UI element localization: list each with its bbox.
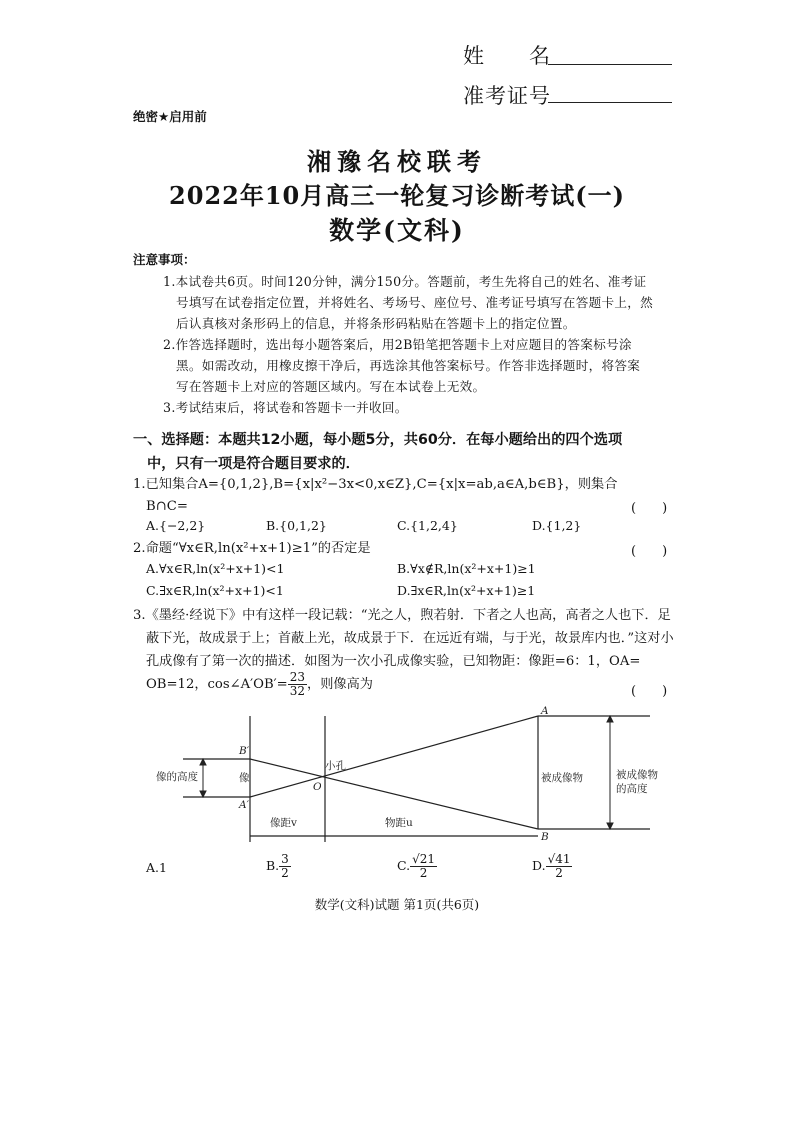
option-fraction [279, 853, 291, 880]
object-height-label: 被成像物 [616, 769, 658, 781]
image-height-label: 像的高度 [156, 771, 198, 783]
q1-stem: B∩C= [146, 499, 188, 514]
notice-line: 3.考试结束后，将试卷和答题卡一并收回。 [163, 400, 408, 415]
q3-stem-text: ，则像高为 [307, 677, 373, 692]
arrow-head [607, 823, 613, 829]
option-label: D. [532, 858, 546, 873]
q1-stem: 1.已知集合A={0,1,2},B={x|x²−3x<0,x∈Z},C={x|x=ab,a∈A,b∈B}，则集合 [133, 477, 618, 492]
q2-stem: 2.命题“∀x∈R,ln(x²+x+1)≥1”的否定是 [133, 541, 371, 556]
q3-fraction-numerator: 23 [289, 670, 306, 684]
q3-option-d [532, 853, 572, 880]
fraction-denominator: 2 [419, 866, 428, 880]
q3-stem: 3.《墨经·经说下》中有这样一段记载：“光之人，煦若射．下者之人也高，高者之人也下．足 [133, 608, 671, 623]
notice-line: 黑。如需改动，用橡皮擦干净后，再选涂其他答案标号。作答非选择题时，将答案 [176, 358, 641, 373]
o-label: O [313, 781, 322, 793]
q1-option-c: C.{1,2,4} [397, 518, 458, 533]
fraction-denominator: 2 [555, 866, 563, 880]
image-label: 像 [239, 772, 250, 784]
arrow-head [200, 759, 206, 765]
b-label: B [541, 831, 549, 843]
q3-option-c [397, 853, 437, 880]
secret-mark: 绝密★启用前 [133, 109, 207, 124]
notice-line: 写在答题卡上对应的答题区域内。写在本试卷上无效。 [176, 379, 486, 394]
q3-fraction-denominator: 32 [289, 684, 306, 698]
q3-option-b [266, 853, 291, 880]
subject-title: 数学(文科) [329, 216, 465, 245]
section-heading-line: 一、选择题：本题共12小题，每小题5分，共60分．在每小题给出的四个选项 [133, 432, 623, 448]
notice-line: 后认真核对条形码上的信息，并将条形码粘贴在答题卡上的指定位置。 [176, 316, 576, 331]
object-height-label: 的高度 [616, 783, 648, 795]
q1-option-a: A.{−2,2} [146, 518, 206, 533]
ray-a [250, 716, 538, 797]
q1-answer-paren: ( ) [631, 501, 668, 516]
fraction-numerator: √21 [412, 852, 436, 866]
object-distance-label: 物距u [385, 817, 413, 829]
image-distance-label: 像距v [270, 817, 297, 829]
q3-stem-text: OB=12，cos∠A′OB′= [146, 677, 288, 692]
option-fraction [410, 853, 437, 880]
notice-heading: 注意事项： [133, 252, 196, 267]
option-label: C. [397, 858, 411, 873]
q1-option-d: D.{1,2} [532, 518, 582, 533]
exam-title: 2022年10月高三一轮复习诊断考试(一) [169, 181, 625, 210]
arrow-head [200, 791, 206, 797]
notice-line: 2.作答选择题时，选出每小题答案后，用2B铅笔把答题卡上对应题目的答案标号涂 [163, 337, 632, 352]
q3-stem: 孔成像有了第一次的描述．如图为一次小孔成像实验，已知物距：像距=6：1，OA= [146, 654, 641, 669]
id-label: 准考证号 [463, 84, 551, 108]
fraction-numerator: 3 [281, 852, 289, 866]
q2-option-a: A.∀x∈R,ln(x²+x+1)<1 [146, 561, 285, 576]
name-label: 姓 名 [463, 44, 551, 68]
q2-option-b: B.∀x∉R,ln(x²+x+1)≥1 [397, 561, 536, 576]
q2-answer-paren: ( ) [631, 544, 668, 559]
q1-option-b: B.{0,1,2} [266, 518, 327, 533]
pinhole-label: 小孔 [325, 760, 346, 772]
option-label: B. [266, 858, 280, 873]
notice-line: 1.本试卷共6页。时间120分钟，满分150分。答题前，考生先将自己的姓名、准考证 [163, 274, 647, 289]
notice-line: 号填写在试卷指定位置，并将姓名、考场号、座位号、准考证号填写在答题卡上，然 [176, 295, 654, 310]
q3-option-a: A.1 [146, 860, 167, 875]
a-label: A [541, 705, 549, 717]
option-fraction [546, 853, 573, 880]
q2-option-d: D.∃x∈R,ln(x²+x+1)≥1 [397, 583, 536, 598]
object-label: 被成像物 [541, 772, 583, 784]
q3-answer-paren: ( ) [631, 684, 668, 699]
a-prime-label: A′ [239, 799, 249, 811]
arrow-head [607, 716, 613, 722]
b-prime-label: B′ [239, 745, 250, 757]
q2-option-c: C.∃x∈R,ln(x²+x+1)<1 [146, 583, 284, 598]
fraction-denominator: 2 [281, 866, 289, 880]
fraction-numerator: √41 [547, 852, 571, 866]
section-heading-line: 中，只有一项是符合题目要求的． [147, 456, 360, 472]
exam-org-title: 湘豫名校联考 [307, 147, 487, 176]
q3-stem: 蔽下光，故成景于上；首蔽上光，故成景于下．在远近有端，与于光，故景库内也．”这对小 [146, 631, 674, 646]
page-footer: 数学(文科)试题 第1页(共6页) [314, 897, 480, 912]
